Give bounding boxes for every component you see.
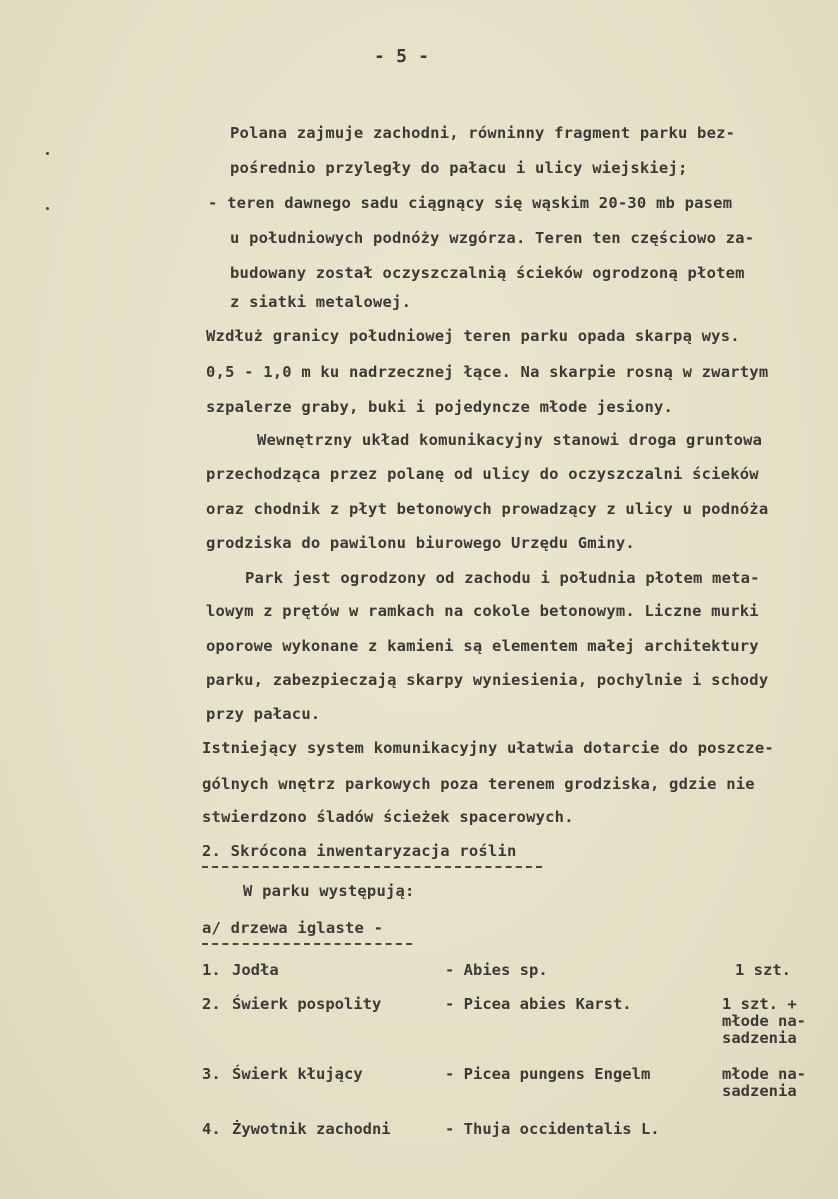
section-heading-underline: [202, 866, 542, 868]
text-line: Wzdłuż granicy południowej teren parku opada skarpą wys.: [206, 327, 740, 345]
row-number: 1.: [202, 961, 221, 979]
species-name: Świerk pospolity: [232, 995, 382, 1013]
text-line: lowym z prętów w ramkach na cokole betonowym. Liczne murki: [206, 602, 759, 620]
species-quantity: 1 szt. +: [722, 995, 797, 1013]
text-line: oraz chodnik z płyt betonowych prowadzący z ulicy u podnóża: [206, 500, 769, 518]
margin-dot: [46, 152, 49, 155]
text-line: pośrednio przyległy do pałacu i ulicy wiejskiej;: [230, 159, 688, 177]
subheading: a/ drzewa iglaste -: [202, 919, 384, 937]
species-name: Świerk kłujący: [232, 1065, 363, 1083]
text-line: Polana zajmuje zachodni, równinny fragment parku bez-: [230, 124, 736, 142]
margin-dot: [46, 207, 49, 210]
species-quantity: młode na-: [722, 1012, 806, 1030]
species-quantity: sadzenia: [722, 1082, 797, 1100]
text-line: przechodząca przez polanę od ulicy do oczyszczalni ścieków: [206, 465, 759, 483]
species-quantity: młode na-: [722, 1065, 806, 1083]
text-line: oporowe wykonane z kamieni są elementem małej architektury: [206, 637, 759, 655]
species-latin: - Picea pungens Engelm: [445, 1065, 651, 1083]
species-latin: - Picea abies Karst.: [445, 995, 632, 1013]
text-line: Istniejący system komunikacyjny ułatwia dotarcie do poszcze-: [202, 739, 774, 757]
species-name: Jodła: [232, 961, 279, 979]
page-number: - 5 -: [374, 46, 430, 67]
row-number: 4.: [202, 1120, 221, 1138]
text-line: u południowych podnóży wzgórza. Teren ten częściowo za-: [230, 229, 755, 247]
species-latin: - Abies sp.: [445, 961, 548, 979]
text-line: budowany został oczyszczalnią ścieków ogrodzoną płotem: [230, 264, 745, 282]
text-line: przy pałacu.: [206, 705, 321, 723]
row-number: 2.: [202, 995, 221, 1013]
text-line: gólnych wnętrz parkowych poza terenem grodziska, gdzie nie: [202, 775, 755, 793]
text-line: szpalerze graby, buki i pojedyncze młode jesiony.: [206, 398, 674, 416]
text-line: z siatki metalowej.: [230, 293, 412, 311]
row-number: 3.: [202, 1065, 221, 1083]
species-quantity: sadzenia: [722, 1029, 797, 1047]
section-heading: 2. Skrócona inwentaryzacja roślin: [202, 842, 517, 860]
subheading-underline: [202, 943, 412, 945]
text-line: Wewnętrzny układ komunikacyjny stanowi droga gruntowa: [257, 431, 763, 449]
intro-text: W parku występują:: [243, 882, 415, 900]
text-line: parku, zabezpieczają skarpy wyniesienia, pochylnie i schody: [206, 671, 769, 689]
species-latin: - Thuja occidentalis L.: [445, 1120, 660, 1138]
text-line: stwierdzono śladów ścieżek spacerowych.: [202, 808, 574, 826]
text-line: Park jest ogrodzony od zachodu i południa płotem meta-: [245, 569, 760, 587]
text-line: - teren dawnego sadu ciągnący się wąskim 20-30 mb pasem: [208, 194, 733, 212]
text-line: 0,5 - 1,0 m ku nadrzecznej łące. Na skarpie rosną w zwartym: [206, 363, 769, 381]
text-line: grodziska do pawilonu biurowego Urzędu Gminy.: [206, 534, 635, 552]
species-quantity: 1 szt.: [735, 961, 791, 979]
species-name: Żywotnik zachodni: [232, 1120, 391, 1138]
